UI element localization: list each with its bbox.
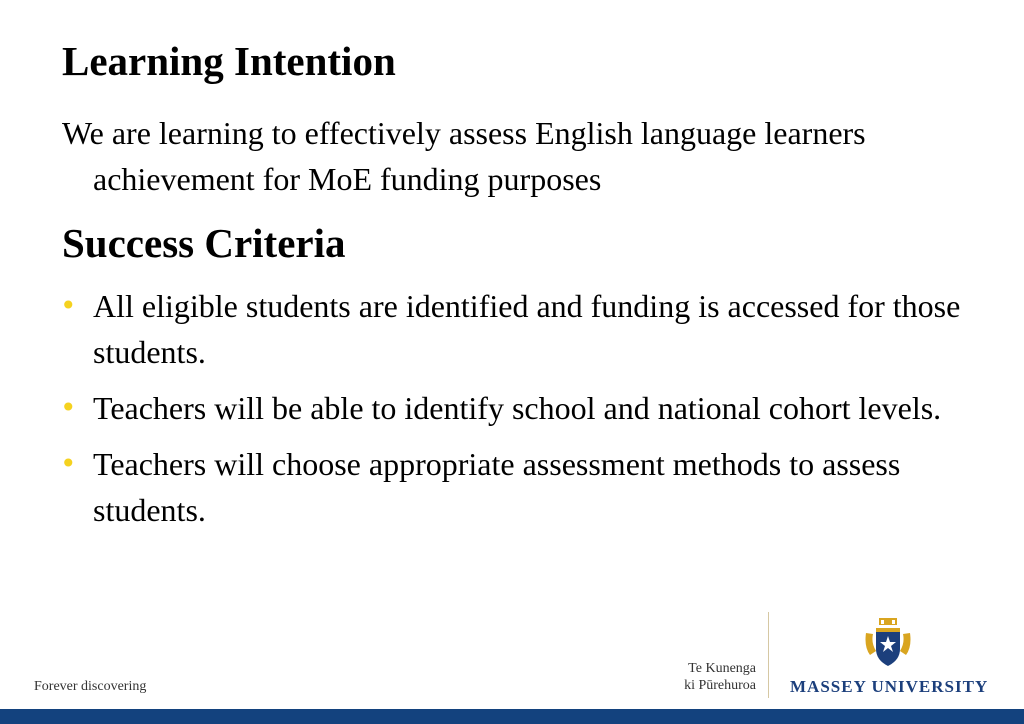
maori-name-line-2: ki Pūrehuroa [684,678,756,693]
bullet-icon: • [60,289,77,322]
learning-intention-heading: Learning Intention [62,38,396,84]
university-name: MASSEY UNIVERSITY [790,677,989,696]
list-item-text: Teachers will choose appropriate assessment methods to assess students. [93,446,901,528]
footer-tagline: Forever discovering [34,679,147,694]
success-criteria-heading: Success Criteria [62,220,346,266]
footer-divider [768,612,769,698]
list-item-text: Teachers will be able to identify school and national cohort levels. [93,390,942,426]
maori-name-line-1: Te Kunenga [688,661,756,676]
bullet-icon: • [60,391,77,424]
university-crest-icon [862,617,914,669]
maori-university-name [666,660,756,694]
list-item [58,283,968,375]
bullet-icon: • [60,447,77,480]
list-item-text: All eligible students are identified and funding is accessed for those students. [93,288,961,370]
list-item [58,441,968,533]
footer-brand-bar [0,709,1024,724]
success-criteria-list [58,283,968,543]
learning-intention-text: We are learning to effectively assess English language learners achievement for MoE funding purposes [62,115,866,197]
list-item [58,385,968,431]
